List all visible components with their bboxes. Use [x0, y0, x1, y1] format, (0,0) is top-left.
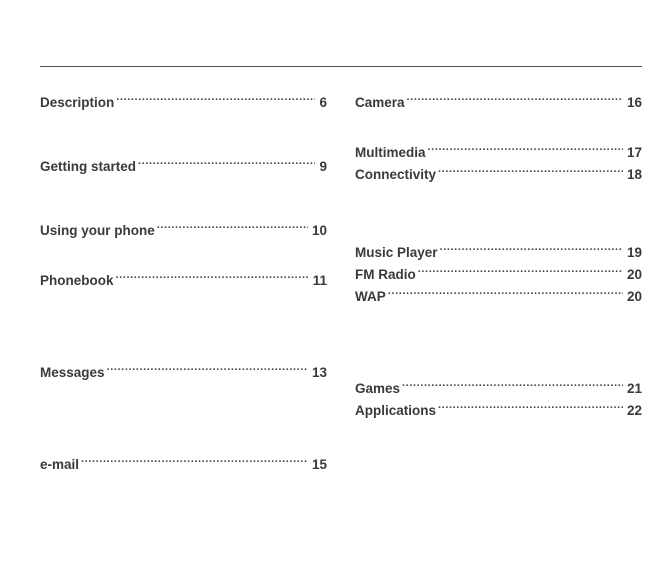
toc-entry-page: 13	[311, 365, 327, 380]
toc-entry-title: FM Radio	[355, 267, 416, 282]
toc-entry-title: Messages	[40, 365, 105, 380]
toc-entry-title: Multimedia	[355, 145, 426, 160]
toc-entry-page: 15	[311, 457, 327, 472]
dot-leader	[157, 219, 308, 235]
toc-entry-title: Applications	[355, 403, 437, 418]
dot-leader	[418, 263, 623, 279]
toc-entry-page: 18	[626, 167, 642, 182]
dot-leader	[116, 91, 315, 107]
dot-leader	[440, 241, 623, 257]
toc-entry-page: 10	[311, 223, 327, 238]
toc-entry-page: 6	[319, 95, 327, 110]
toc-entry-page: 17	[626, 145, 642, 160]
toc-entry-page: 11	[312, 273, 327, 288]
toc-entry-title: WAP	[355, 289, 386, 304]
toc-entry-page: 20	[626, 267, 642, 282]
toc-entry-title: Description	[40, 95, 115, 110]
header-rule	[40, 66, 642, 67]
dot-leader	[107, 361, 308, 377]
toc-entry-page: 19	[626, 245, 642, 260]
toc-entry-description[interactable]	[40, 91, 327, 111]
dot-leader	[402, 377, 623, 393]
dot-leader	[438, 163, 623, 179]
toc-entry-using-your-phone[interactable]	[40, 219, 327, 239]
toc-entry-title: Games	[355, 381, 401, 396]
toc-entry-page: 22	[626, 403, 642, 418]
toc-entry-title: Getting started	[40, 159, 137, 174]
toc-entry-page: 21	[626, 381, 642, 396]
toc-entry-connectivity[interactable]	[355, 163, 642, 183]
dot-leader	[388, 285, 623, 301]
toc-entry-title: Camera	[355, 95, 405, 110]
toc-entry-applications[interactable]	[355, 399, 642, 419]
toc-entry-getting-started[interactable]	[40, 155, 327, 175]
dot-leader	[116, 269, 309, 285]
toc-entry-phonebook[interactable]	[40, 269, 327, 289]
toc-entry-page: 20	[626, 289, 642, 304]
toc-entry-camera[interactable]	[355, 91, 642, 111]
toc-entry-title: Music Player	[355, 245, 438, 260]
toc-entry-title: Connectivity	[355, 167, 437, 182]
toc-entry-multimedia[interactable]	[355, 141, 642, 161]
toc-entry-fm-radio[interactable]	[355, 263, 642, 283]
toc-entry-messages[interactable]	[40, 361, 327, 381]
toc-entry-music-player[interactable]	[355, 241, 642, 261]
dot-leader	[438, 399, 623, 415]
dot-leader	[407, 91, 623, 107]
toc-entry-page: 9	[319, 159, 327, 174]
toc-entry-page: 16	[626, 95, 642, 110]
toc-entry-games[interactable]	[355, 377, 642, 397]
dot-leader	[428, 141, 623, 157]
toc-entry-title: Using your phone	[40, 223, 155, 238]
toc-entry-title: e-mail	[40, 457, 80, 472]
dot-leader	[138, 155, 315, 171]
toc-entry-title: Phonebook	[40, 273, 114, 288]
toc-entry-e-mail[interactable]	[40, 453, 327, 473]
dot-leader	[81, 453, 308, 469]
toc-entry-wap[interactable]	[355, 285, 642, 305]
